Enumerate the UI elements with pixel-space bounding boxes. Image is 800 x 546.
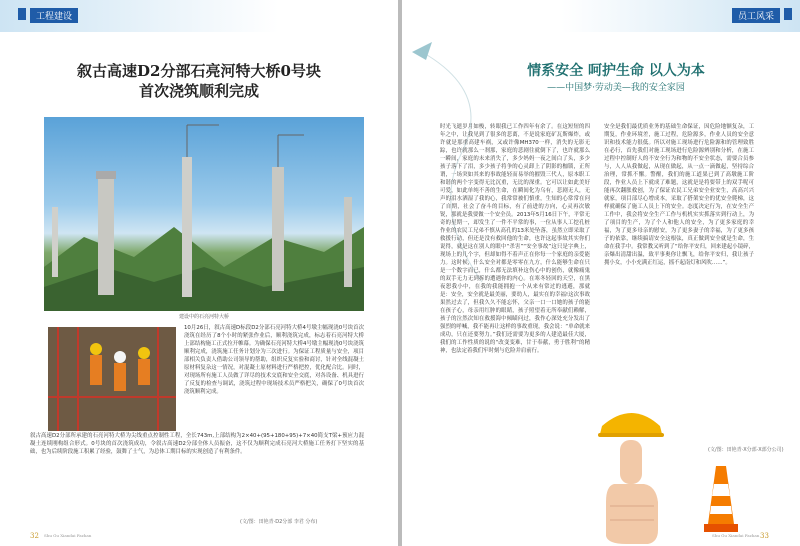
section-label: 员工风采: [732, 8, 780, 23]
article-body-right-column: 10月26日，叙古高速D标段D2分部石亮河特大桥4号墩主幅现浇0号块首次浇筑在经历了8个小时的紧张作业后，顺利浇筑完成，标志着石亮河特大桥上部结构施工正式拉开帷幕。为确保石亮河特大桥4号墩主幅现浇0号块浇筑顺利完成，浇筑施工任务计划分为三次进行。为保证工程质量与安全，项目部相关负责人借助公司领导的帮助，组织反复实验和商讨，针对全线混凝土原材料复杂这一情况，对混凝土原材料进行严格把控，优化配合比。同时，对现场所有施工人员做了详尽的技术交底和安全交底，对各设备、机具进行了反复的检查与调试，浇筑过程中现场技术员严格把关，确保了0号块首次浇筑顺利完成。: [184, 325, 364, 395]
magazine-tag: Shu Gu Xiandai Fazhan: [44, 533, 92, 538]
article-credit: (文/图：田艳青·X分部·X部分公司): [708, 447, 784, 453]
article-title-line2: 首次浇筑顺利完成: [138, 82, 259, 100]
bridge-illustration: [44, 117, 364, 311]
page-number: 32: [30, 532, 39, 540]
traffic-cone-image: [704, 462, 738, 534]
photo-caption: 建设中的石亮河特大桥: [178, 314, 229, 320]
article-title-line1: 叙古高速D2分部石亮河特大桥0号块: [77, 62, 321, 80]
article-body-full-width: 叙古高速D2分部所承建的石亮河特大桥为尖线重点控制性工程，全长743m,上部结构为2×40+(95+180+95)+7×40简支T梁+预应力混凝土连续刚构组合形式。0号块的首次浇筑成功，令叙古高速D2分部全体人员振奋，这不仅为顺利完成石亮河大桥施工任务打下坚实的基础，也为后续阶段施工积累了经验，鼓舞了士气，为总体工期目标的实现创造了有利条件。: [30, 433, 364, 455]
section-label: 工程建设: [30, 8, 78, 23]
section-marker: [784, 8, 792, 20]
section-marker: [18, 8, 26, 20]
article-title: 情系安全 呵护生命 以人为本: [527, 63, 705, 79]
article-subtitle: ——中国梦·劳动美—我的安全家园: [547, 83, 685, 93]
article-body-column1: 时光飞逝岁月如梭，转眼我已工作四年有余了。在这短短的四年之中，让我见到了很多的悲离，不是说家庭矿瓦斯爆炸，或许就是那重高建车祸，又或许像MH370一样，消失的无影无踪，也许就那么一刹那，家庭的悲剧往就倒下了，也许就那么一瞬间，家庭的未来消失了，多少妈妈一夜之间白了头，多少孩子落下了泪，多少孩子将争的心灵卸上了阴影的枷锁，正所谓，一场突如其来的事故能轻而易举的摧毁三代人，原本职工和谐的两个字变得无比沉重，无比的深重。它可以让如此美好可爱，如此单纯不善的生命，在瞬间化为乌有，悲剧无人，无声的泪水洒湿了我的心，我常常被们慎重，生知的心常常在问了自期，社会了奋斗的目标，有了前进的方向，心灵再次敏锐，那就是我要做一个安全员。2013年5月16日下午，平常无奇的星期一，却发生了一件不平常的事，一位从事人工挖孔桩作业的农民工兄弟不慎从高孔的13米处坠落，虽然立即采取了救援行动，但还是没有救回他的生命，也许这起事故其实你们说得，就是这在别人的眼中“杀害”“安全事故”这只是字典上，现场上的几个字，但却如得不着声正在你每一个家庭的亲爱能力。这时候，什么安全对都是零零在九方，什么能够生命在只是一个数字而已，什么都无法填补这伤心中的创伤，就像痛鬼的双手无力无到拆的遭遇你的内心。在寒冬轻回的天空，在黑夜恕我小中，在我的我能拥抱一个从来有常过的逃避，那就是：安全，安全就是最美丽，要幼人，最实在的幸福!这次事故果然过去了，但我久久不能忘怀，父亲一口一口她的孩子的能在孩子心，母亲用红肿的眼睛，孩子照望着无所奉献们赖解，孩子的泣然次知在救援海中倾瞄问过，我作心深处充分发出了强烈的呼喊，我不能再让这样的事故重现，我会说：“单命就来成功，只在还要努力。”我们还需要为更多的人建造最佳大厦，我们的工作性质的说的“改变变难，甘于奉献，勇于胜利”的精神，也法定着我们牢时刻与危险并肩前行。: [440, 124, 590, 354]
article-credit: (文/图：田艳青·D2分部 李君 分布): [240, 519, 318, 525]
workers-illustration: [48, 327, 176, 431]
bridge-photo: [44, 117, 364, 311]
page-number: 33: [760, 532, 769, 540]
thumbs-up-helmet-image: [596, 406, 668, 544]
workers-photo: [48, 327, 176, 431]
magazine-tag: Shu Gu Xiandai Fazhan: [712, 533, 760, 538]
left-page: [0, 0, 398, 546]
article-body-column2: 安全是我们最优质业务的基础生命保证，因危险地额复杂，工期复，作业环境差，施工过程，危险源多，作业人员的安全意识和技术能力很低。所以对施工现场进行危险源和的管理致胜在必行，首先我们对施工现场进行危险源辨别和分析，在施工过程中控制好人的不安全行为和物的不安全状态，需要合员参与，人人从我做起，从现在做起，从一点一滴做起，坚持综合治理，常抓不懈。警醒，我们的施工道果已到了高墩施工阶段，作业人员上下就成了难题，这就是是将要带上的双手呢可能再次翻胀救创，为了保证农民工兄弟安全业安生，高高兴兴就家，项目部尽心增成本，采取了搭架安全的优安全爬梯，这样就确保了施工人员上下的安全。态度决定行为，在安全生产工作中，我会将安全生产工作与机机实实抓落实到行动上，为了项目的生产，为了个人和他人的安全，为了更多家庭的幸福，为了更多母亲的慰安，为了更多妻子的幸福，为了更多孩子的依靠，继续搞请安全这根弦，真正做到安全就是生命，生命在我手中。我常教又听到了“给你平安归，回来建起小镜碎，亲爆出清甜出温，致平事奥你让飘飞，给你平安归，我让孩子拥小女，小小充满正红运，摇不起南灯和风吹……”。: [604, 124, 754, 266]
